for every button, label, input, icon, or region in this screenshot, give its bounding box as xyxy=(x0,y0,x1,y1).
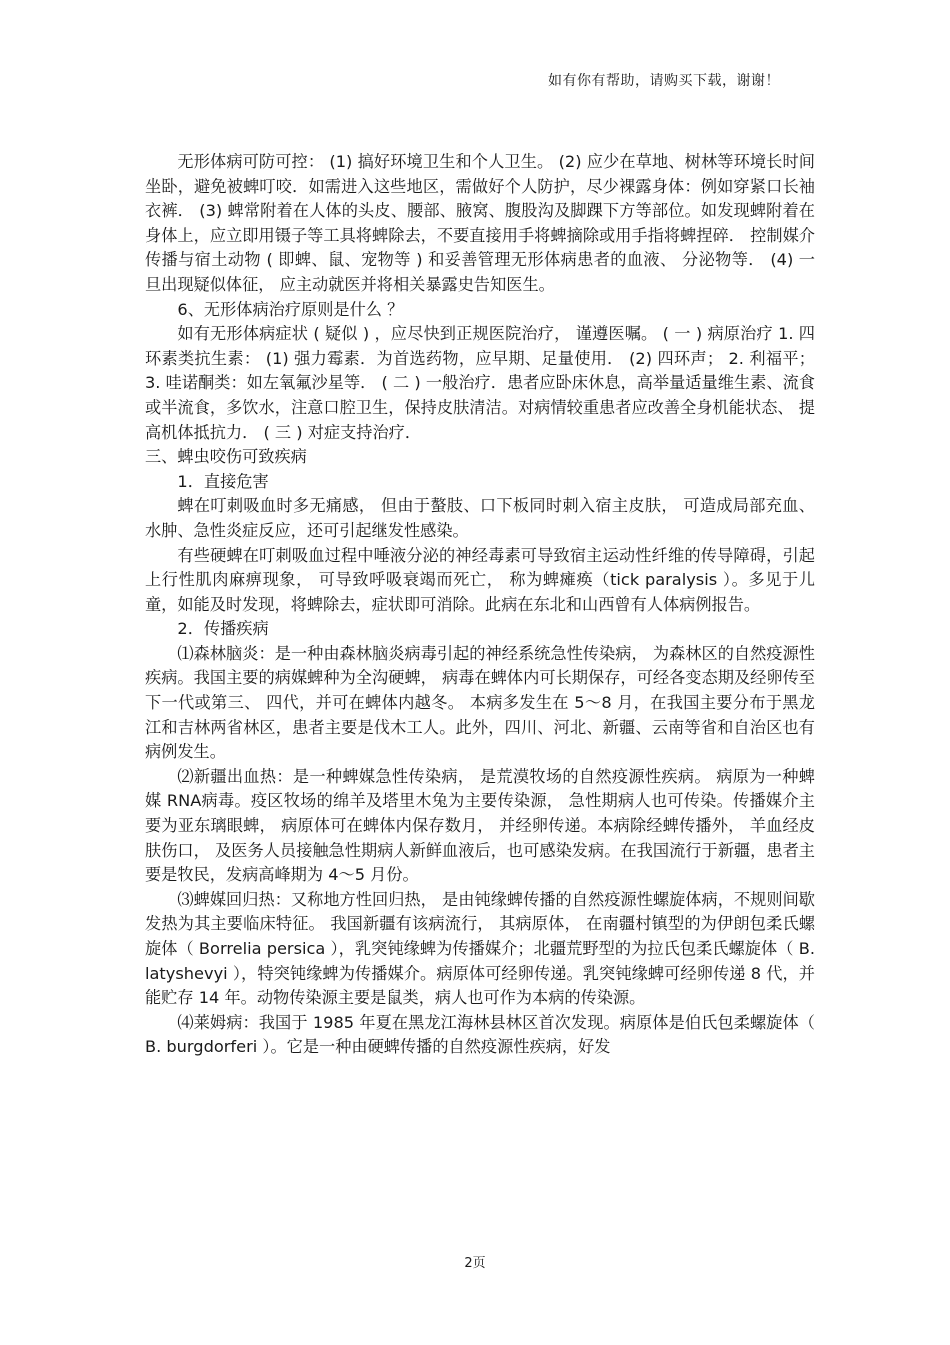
paragraph-prevention: 无形体病可防可控： (1) 搞好环境卫生和个人卫生。 (2) 应少在草地、树林等环境长时间坐卧，避免被蜱叮咬．如需进入这些地区，需做好个人防护，尽少裸露身体：例如穿紧口长袖衣裤． (3) 蜱常附着在人体的头皮、腰部、腋窝、腹股沟及脚踝下方等部位。如发现蜱附着在身体上，应立即用镊子等工具将蜱除去，不要直接用手将蜱摘除或用手指将蜱捏碎． 控制媒介传播与宿土动物 ( 即蜱、鼠、宠物等 ) 和妥善管理无形体病患者的血液、 分泌物等． (4) 一旦出现疑似体征， 应主动就医并将相关暴露史告知医生。 xyxy=(145,152,815,294)
paragraph-xinjiang-hemorrhagic-fever: ⑵新疆出血热：是一种蜱媒急性传染病， 是荒漠牧场的自然疫源性疾病。 病原为一种蜱媒 RNA病毒。疫区牧场的绵羊及塔里木兔为主要传染源， 急性期病人也可传染。传播媒介主要为亚东璃眼蜱， 病原体可在蜱体内保存数月， 并经卵传递。本病除经蜱传播外， 羊血经皮肤伤口， 及医务人员接触急性期病人新鲜血液后，也可感染发病。在我国流行于新疆，患者主要是牧民，发病高峰期为 4～5 月份。 xyxy=(145,766,815,885)
paragraph-treatment: 如有无形体病症状 ( 疑似 ) ，应尽快到正规医院治疗， 谨遵医嘱。 ( 一 ) 病原治疗 1. 四环素类抗生素： (1) 强力霉素．为首选药物，应早期、足量使用． (2) 四环声； 2. 利福平； 3. 哇诺酮类：如左氧氟沙星等． ( 二 ) 一般治疗．患者应卧床休息，高举量适量维生素、流食或半流食，多饮水，注意口腔卫生，保持皮肤清洁。对病情较重患者应改善全身机能状态、 提高机体抵抗力． ( 三 ) 对症支持治疗． xyxy=(145,324,815,442)
subheading-disease-transmission: 2．传播疾病 xyxy=(177,619,269,639)
paragraph-tick-paralysis: 有些硬蜱在叮刺吸血过程中唾液分泌的神经毒素可导致宿主运动性纤维的传导障碍，引起上行性肌肉麻痹现象， 可导致呼吸衰竭而死亡， 称为蜱瘫痪（tick paralysis ）。多见于儿童，如能及时发现，将蜱除去，症状即可消除。此病在东北和山西曾有人体病例报告。 xyxy=(145,545,815,614)
subheading-direct-harm: 1．直接危害 xyxy=(177,471,269,491)
question-heading: 6、无形体病治疗原则是什么 ？ xyxy=(177,299,404,319)
paragraph-lyme-disease: ⑷莱姆病：我国于 1985 年夏在黑龙江海林县林区首次发现。病原体是伯氏包柔螺旋体（ B. burgdorferi ）。它是一种由硬蜱传播的自然疫源性疾病，好发 xyxy=(145,1012,815,1057)
section-heading: 三、蜱虫咬伤可致疾病 xyxy=(145,447,307,467)
page-number: 2页 xyxy=(464,1256,486,1271)
header-note: 如有你有帮助，请购买下载，谢谢！ xyxy=(548,73,780,89)
paragraph-forest-encephalitis: ⑴森林脑炎：是一种由森林脑炎病毒引起的神经系统急性传染病， 为森林区的自然疫源性疾病。我国主要的病媒蜱种为全沟硬蜱， 病毒在蜱体内可长期保存，可经各变态期及经卵传至下一代或第三、 四代，并可在蜱体内越冬。 本病多发生在 5～8 月，在我国主要分布于黑龙江和吉林两省林区，患者主要是伐木工人。此外，四川、河北、新疆、云南等省和自治区也有病例发生。 xyxy=(145,643,815,762)
paragraph-relapsing-fever: ⑶蜱媒回归热：又称地方性回归热， 是由钝缘蜱传播的自然疫源性螺旋体病，不规则间歇发热为其主要临床特征。 我国新疆有该病流行， 其病原体， 在南疆村镇型的为伊朗包柔氏螺旋体（ Borrelia persica ），乳突钝缘蜱为传播媒介；北疆荒野型的为拉氏包柔氏螺旋体（ B. latyshevyi ），特突钝缘蜱为传播媒介。病原体可经卵传递。乳突钝缘蜱可经卵传递 8 代，并能贮存 14 年。动物传染源主要是鼠类，病人也可作为本病的传染源。 xyxy=(145,889,815,1008)
document-body xyxy=(145,150,815,1060)
paragraph-direct-harm: 蜱在叮刺吸血时多无痛感， 但由于螯肢、口下板同时刺入宿主皮肤， 可造成局部充血、水肿、急性炎症反应，还可引起继发性感染。 xyxy=(145,496,815,540)
